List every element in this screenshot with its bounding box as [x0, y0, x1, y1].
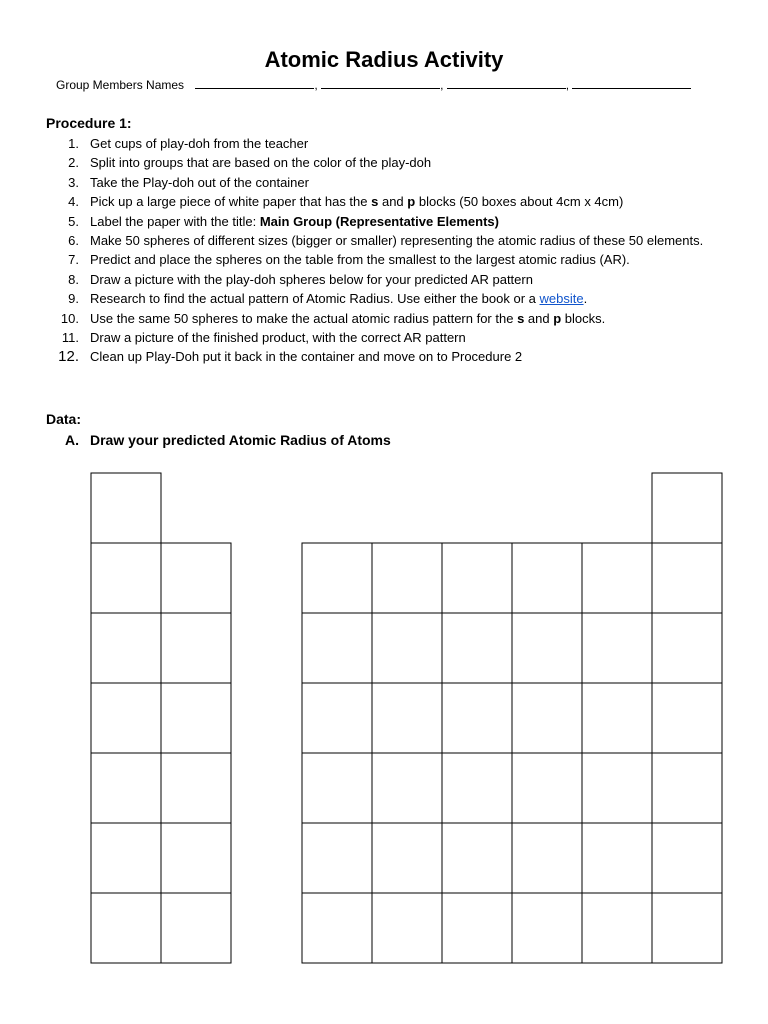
step-text: Take the Play-doh out of the container — [90, 174, 309, 190]
blank-separator: , — [314, 78, 318, 92]
blank-separator: , — [440, 78, 444, 92]
step-number: 8. — [68, 271, 79, 287]
group-members-label: Group Members Names — [56, 78, 185, 92]
element-box[interactable] — [442, 753, 512, 823]
element-box[interactable] — [652, 683, 722, 753]
element-box[interactable] — [161, 823, 231, 893]
element-box[interactable] — [91, 683, 161, 753]
step-text: Get cups of play-doh from the teacher — [90, 136, 309, 151]
element-box[interactable] — [442, 613, 512, 683]
step-text: . — [583, 291, 588, 307]
step-bold-text: s — [371, 194, 379, 210]
page-title: Atomic Radius Activity — [264, 47, 504, 72]
step-number: 2. — [68, 155, 79, 171]
step-bold-text: s — [517, 310, 525, 326]
element-box[interactable] — [91, 543, 161, 613]
element-box[interactable] — [372, 613, 442, 683]
element-box[interactable] — [582, 823, 652, 893]
data-heading: Data: — [46, 411, 82, 427]
element-box[interactable] — [652, 473, 722, 543]
step-text: and — [378, 194, 408, 210]
step-number: 9. — [68, 291, 79, 307]
element-box[interactable] — [91, 823, 161, 893]
element-box[interactable] — [442, 893, 512, 963]
element-box[interactable] — [91, 473, 161, 543]
element-box[interactable] — [91, 893, 161, 963]
element-box[interactable] — [302, 613, 372, 683]
element-box[interactable] — [582, 543, 652, 613]
element-box[interactable] — [161, 753, 231, 823]
step-text: Use the same 50 spheres to make the actual atomic radius pattern for the — [90, 310, 518, 326]
step-number: 4. — [68, 194, 79, 210]
step-number: 3. — [68, 174, 79, 190]
element-box[interactable] — [652, 893, 722, 963]
element-box[interactable] — [512, 683, 582, 753]
element-box[interactable] — [512, 823, 582, 893]
step-text: Label the paper with the title: — [90, 213, 260, 229]
step-number: 6. — [68, 233, 79, 249]
element-box[interactable] — [652, 823, 722, 893]
step-number: 10. — [60, 310, 79, 326]
element-box[interactable] — [652, 543, 722, 613]
step-number: 5. — [68, 213, 79, 229]
step-number: 1. — [68, 136, 79, 151]
element-box[interactable] — [582, 683, 652, 753]
element-box[interactable] — [442, 823, 512, 893]
element-box[interactable] — [512, 753, 582, 823]
element-box[interactable] — [91, 753, 161, 823]
element-box[interactable] — [161, 543, 231, 613]
step-bold-text: Main Group (Representative Elements) — [259, 213, 499, 229]
step-text: blocks (50 boxes about 4cm x 4cm) — [415, 194, 624, 210]
element-box[interactable] — [302, 823, 372, 893]
step-text: Draw a picture with the play-doh spheres below for your predicted AR pattern — [90, 271, 533, 287]
element-box[interactable] — [91, 613, 161, 683]
step-text: Pick up a large piece of white paper that has the — [90, 194, 372, 210]
element-box[interactable] — [372, 753, 442, 823]
element-box[interactable] — [512, 543, 582, 613]
element-box[interactable] — [302, 683, 372, 753]
element-box[interactable] — [512, 893, 582, 963]
step-text: Clean up Play-Doh put it back in the container and move on to Procedure 2 — [90, 349, 523, 365]
step-text: Make 50 spheres of different sizes (bigger or smaller) representing the atomic radius of these 50 elements. — [90, 233, 704, 249]
step-text: Research to find the actual pattern of Atomic Radius. Use either the book or a — [90, 291, 540, 307]
element-box[interactable] — [372, 543, 442, 613]
element-box[interactable] — [512, 613, 582, 683]
step-text: Draw a picture of the finished product, with the correct AR pattern — [90, 330, 466, 346]
element-box[interactable] — [372, 893, 442, 963]
element-box[interactable] — [302, 543, 372, 613]
element-box[interactable] — [442, 543, 512, 613]
step-text: Predict and place the spheres on the table from the smallest to the largest atomic radius (AR). — [90, 252, 630, 268]
element-box[interactable] — [161, 683, 231, 753]
element-box[interactable] — [302, 893, 372, 963]
subheading-label: A. — [65, 432, 79, 448]
blank-separator: , — [565, 78, 570, 92]
step-text: blocks. — [561, 310, 606, 326]
element-box[interactable] — [161, 613, 231, 683]
element-box[interactable] — [161, 893, 231, 963]
step-bold-text: p — [553, 310, 562, 326]
element-box[interactable] — [652, 613, 722, 683]
element-box[interactable] — [302, 753, 372, 823]
step-number: 12. — [58, 348, 79, 366]
element-box[interactable] — [442, 683, 512, 753]
step-bold-text: p — [407, 194, 416, 210]
procedure-heading: Procedure 1: — [46, 115, 132, 131]
element-box[interactable] — [582, 613, 652, 683]
element-box[interactable] — [582, 893, 652, 963]
step-text: and — [524, 310, 554, 326]
element-box[interactable] — [372, 683, 442, 753]
step-text: Split into groups that are based on the color of the play-doh — [90, 155, 432, 171]
step-number: 7. — [68, 252, 79, 268]
element-box[interactable] — [372, 823, 442, 893]
element-box[interactable] — [582, 753, 652, 823]
element-box[interactable] — [652, 753, 722, 823]
subheading-text: Draw your predicted Atomic Radius of Atoms — [90, 432, 391, 448]
website-link[interactable]: website — [539, 291, 584, 307]
step-number: 11. — [61, 330, 79, 346]
